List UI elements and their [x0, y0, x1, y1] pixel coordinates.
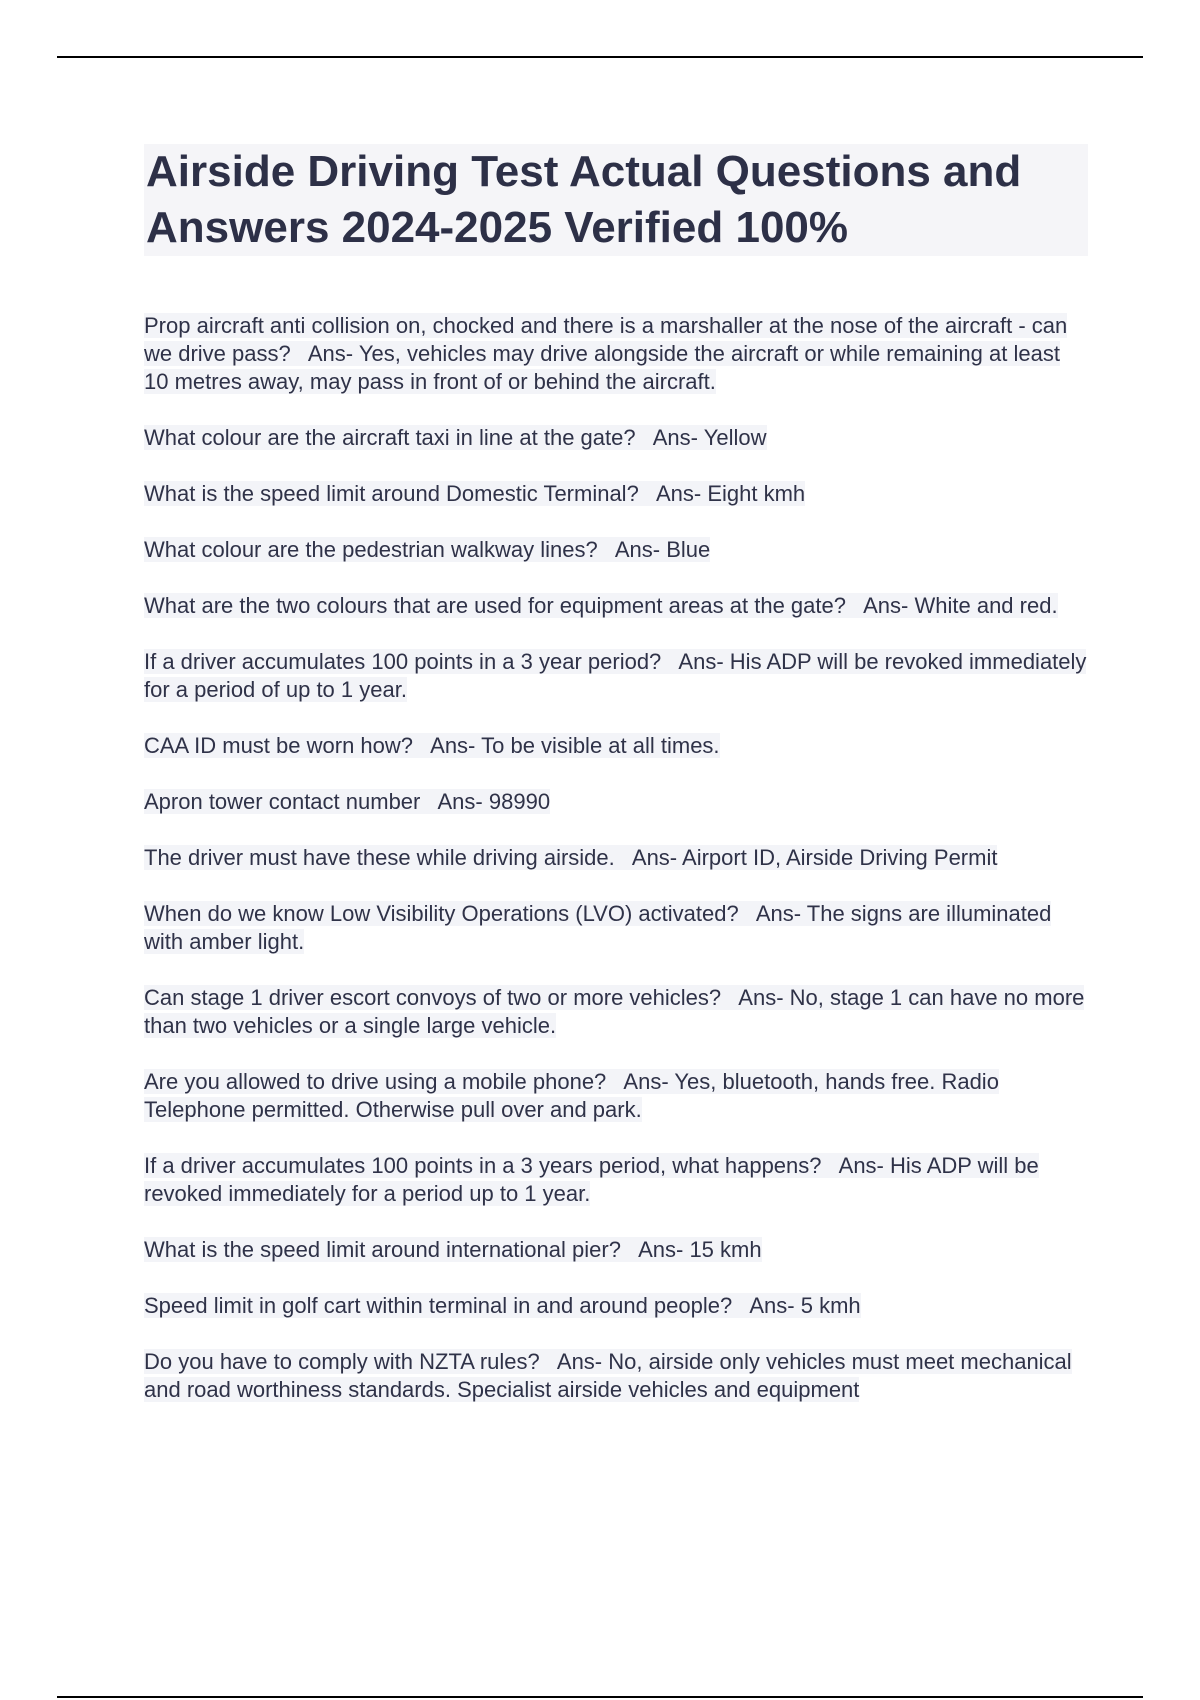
question-text: If a driver accumulates 100 points in a 3 years period, what happens? [144, 1153, 822, 1178]
qa-highlight [144, 789, 550, 814]
answer-prefix: Ans- [838, 1153, 884, 1178]
qa-highlight [144, 1153, 1039, 1206]
answer-prefix: Ans- [678, 649, 724, 674]
qa-item [144, 1236, 1088, 1264]
question-text: If a driver accumulates 100 points in a 3 year period? [144, 649, 662, 674]
qa-item [144, 536, 1088, 564]
answer-prefix: Ans- [863, 593, 909, 618]
answer-prefix: Ans- [307, 341, 354, 366]
answer-text: 15 kmh [689, 1237, 762, 1262]
top-rule [57, 56, 1143, 58]
qa-list [144, 312, 1088, 1404]
answer-prefix: Ans- [430, 733, 476, 758]
answer-prefix: Ans- [631, 845, 678, 870]
answer-prefix: Ans- [652, 425, 698, 450]
question-text: Are you allowed to drive using a mobile phone? [144, 1069, 607, 1094]
answer-prefix: Ans- [437, 789, 483, 814]
answer-text: Airport ID, Airside Driving Permit [682, 845, 998, 870]
question-text: Apron tower contact number [144, 789, 421, 814]
qa-item [144, 312, 1088, 396]
qa-item [144, 1292, 1088, 1320]
answer-text: His ADP will be revoked immediately for a period up to 1 year. [144, 1153, 1039, 1206]
qa-item [144, 1152, 1088, 1208]
qa-item [144, 1348, 1088, 1404]
question-text: The driver must have these while driving airside. [144, 845, 615, 870]
page-content [144, 144, 1088, 1432]
answer-text: No, stage 1 can have no more than two vehicles or a single large vehicle. [144, 985, 1085, 1038]
qa-highlight [144, 1237, 762, 1262]
answer-prefix: Ans- [638, 1237, 684, 1262]
bottom-rule [57, 1696, 1143, 1698]
qa-highlight [144, 593, 1058, 618]
qa-highlight [144, 985, 1084, 1038]
answer-prefix: Ans- [623, 1069, 669, 1094]
qa-highlight [144, 901, 1051, 954]
answer-text: Yellow [703, 425, 767, 450]
answer-text: Yes, bluetooth, hands free. Radio Telephone permitted. Otherwise pull over and park. [144, 1069, 999, 1122]
qa-item [144, 984, 1088, 1040]
answer-prefix: Ans- [755, 901, 802, 926]
answer-prefix: Ans- [655, 481, 702, 506]
question-text: Can stage 1 driver escort convoys of two or more vehicles? [144, 985, 722, 1010]
qa-highlight [144, 733, 720, 758]
answer-prefix: Ans- [738, 985, 784, 1010]
qa-highlight [144, 1293, 861, 1318]
answer-text: Blue [666, 537, 711, 562]
answer-text: No, airside only vehicles must meet mechanical and road worthiness standards. Specialist airside vehicles and equipment [144, 1349, 1072, 1402]
answer-prefix: Ans- [556, 1349, 603, 1374]
answer-prefix: Ans- [749, 1293, 795, 1318]
qa-highlight [144, 481, 805, 506]
answer-text: His ADP will be revoked immediately for a period of up to 1 year. [144, 649, 1087, 702]
question-text: Prop aircraft anti collision on, chocked and there is a marshaller at the nose of the aircraft - can we drive pass? [144, 313, 1068, 366]
qa-item [144, 424, 1088, 452]
question-text: When do we know Low Visibility Operations (LVO) activated? [144, 901, 739, 926]
qa-highlight [144, 425, 767, 450]
qa-highlight [144, 845, 997, 870]
qa-highlight [144, 1349, 1072, 1402]
qa-item [144, 480, 1088, 508]
question-text: What is the speed limit around Domestic Terminal? [144, 481, 639, 506]
answer-text: Eight kmh [707, 481, 806, 506]
qa-highlight [144, 649, 1086, 702]
qa-item [144, 1068, 1088, 1124]
qa-highlight [144, 313, 1067, 394]
qa-highlight [144, 1069, 999, 1122]
question-text: What is the speed limit around international pier? [144, 1237, 621, 1262]
question-text: What are the two colours that are used for equipment areas at the gate? [144, 593, 846, 618]
question-text: Speed limit in golf cart within terminal in and around people? [144, 1293, 733, 1318]
answer-text: White and red. [914, 593, 1058, 618]
question-text: What colour are the pedestrian walkway lines? [144, 537, 598, 562]
qa-highlight [144, 537, 710, 562]
question-text: What colour are the aircraft taxi in line at the gate? [144, 425, 636, 450]
question-text: CAA ID must be worn how? [144, 733, 414, 758]
question-text: Do you have to comply with NZTA rules? [144, 1349, 540, 1374]
answer-text: Yes, vehicles may drive alongside the aircraft or while remaining at least 10 metres away, may pass in front of or behind the aircraft. [144, 341, 1060, 394]
qa-item [144, 844, 1088, 872]
qa-item [144, 732, 1088, 760]
qa-item [144, 788, 1088, 816]
qa-item [144, 592, 1088, 620]
answer-prefix: Ans- [614, 537, 661, 562]
qa-item [144, 648, 1088, 704]
answer-text: 98990 [488, 789, 551, 814]
answer-text: 5 kmh [800, 1293, 861, 1318]
qa-item [144, 900, 1088, 956]
answer-text: The signs are illuminated with amber light. [144, 901, 1052, 954]
answer-text: To be visible at all times. [481, 733, 720, 758]
document-title: Airside Driving Test Actual Questions and Answers 2024-2025 Verified 100% [144, 144, 1088, 256]
